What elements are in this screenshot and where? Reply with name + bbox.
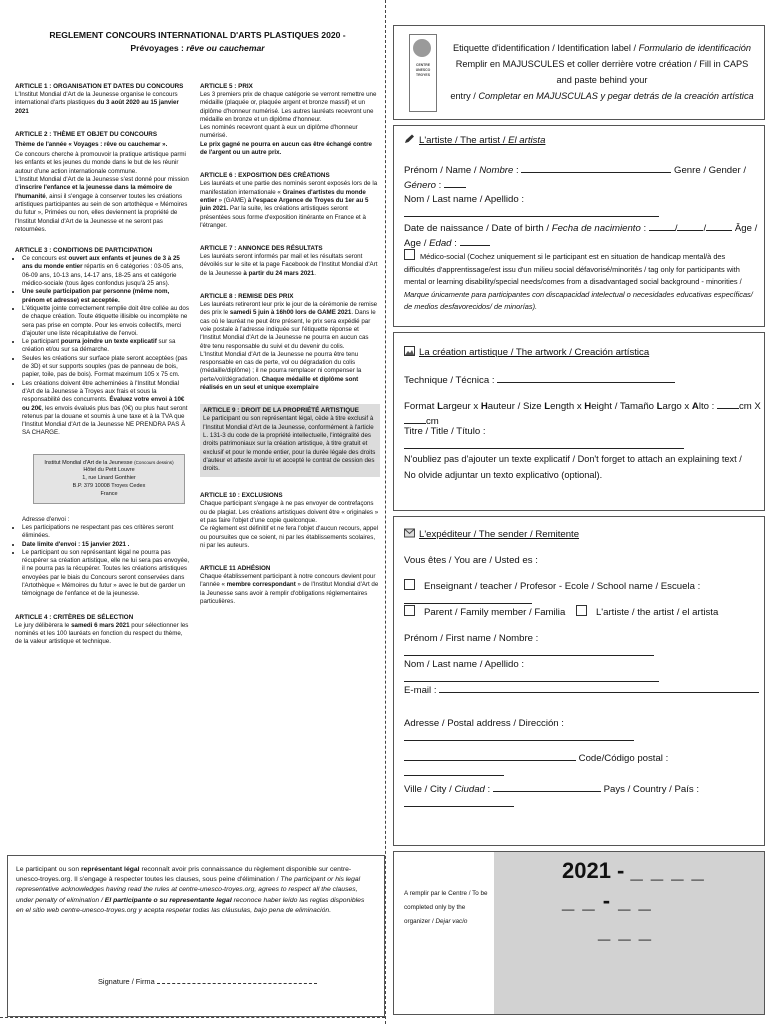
label-line1: Etiquette d'identification / Identification label / Formulario de identificación bbox=[453, 43, 751, 53]
article-3-list-2 bbox=[15, 524, 190, 599]
logo-text: CENTRE UNESCO TROYES bbox=[415, 63, 431, 77]
fold-line bbox=[385, 0, 386, 1024]
medico-social-label: Médico-social (Cochez uniquement si le participant est en situation de handicap mental/à des difficultés d'apprentissage/est issu d'un milieu social défavorisé/minorités / tag only for participants with mental or learning disability/special needs/comes from a disadvantaged social background - minorities / Marque únicamente para participantes con discapacidad intelectual o necesidades educativas específicas/ de medios desfavorecidos/ de minorías). bbox=[404, 252, 753, 311]
email-row[interactable] bbox=[404, 683, 759, 698]
article-5-p1: Les 3 premiers prix de chaque catégorie se verront remettre une médaille (plaquée or, plaquée argent et bronze massif) et un diplôme d'honneur numérisé. Les autres lauréats recevront une médaille en bronze et un diplôme d'honneur. bbox=[200, 91, 377, 123]
postcode-input[interactable] bbox=[404, 766, 504, 776]
city-input[interactable] bbox=[493, 782, 601, 792]
article-9-text: Le participant ou son représentant légal, cède à titre exclusif à l'Institut Mondial d'Art de la Jeunesse, conformément à l'article L. 131-3 du code de la propriété intellectuelle, l'intégralité des droits patrimoniaux sur la création artistique, à titre gratuit et exclusif et pour le monde entier, pour la durée légale des droits d'auteur et atteste avoir lu et accepté le contrat de cession des droits. bbox=[203, 415, 376, 473]
article-2-p2: L'Institut Mondial d'Art de la Jeunesse s'est donné pour mission d'inscrire l'enfance et la jeunesse dans la mémoire de l'humanité, ainsi il s'engage à conserver toutes les créations artistiques participantes au sein de son artothèque « Mémoires du futur », Primées ou non, elles deviennent la propriété de l'Institut Mondial d'Art de la Jeunesse et ne seront pas retournées. bbox=[15, 176, 189, 233]
dob-day-input[interactable] bbox=[649, 221, 675, 231]
artist-dob-row[interactable]: Date de naissance / Date of birth / Fecha de nacimiento : / / Âge / Age / Edad : bbox=[404, 223, 758, 249]
email-label: E-mail : bbox=[404, 685, 437, 696]
medico-social-checkbox[interactable] bbox=[404, 249, 415, 260]
article-5-p2: Les nominés recevront quant à eux un diplôme d'honneur numérisé. bbox=[200, 124, 358, 140]
city-label: Ville / City / Ciudad : bbox=[404, 784, 491, 795]
title-theme: rêve ou cauchemar bbox=[186, 43, 265, 53]
identification-label-header bbox=[393, 25, 765, 120]
organizer-reference-box bbox=[494, 852, 764, 1014]
medico-social-row[interactable] bbox=[404, 249, 756, 314]
artwork-title-input[interactable] bbox=[404, 439, 684, 449]
article-2-heading: ARTICLE 2 : THÈME ET OBJET DU CONCOURS bbox=[15, 130, 158, 138]
label-instructions bbox=[449, 40, 755, 104]
article-2-theme: Thème de l'année « Voyages : rêve ou cauchemar ». bbox=[15, 140, 168, 148]
unesco-logo bbox=[409, 34, 437, 112]
cm-unit-label: cm bbox=[426, 416, 439, 427]
address-row[interactable] bbox=[404, 716, 764, 746]
address-line3: 1, rue Linard Gonthier bbox=[82, 475, 136, 482]
postcode-label: Code/Código postal : bbox=[578, 753, 669, 764]
article-3-item: • Le participant ou son représentant légal ne pourra pas récupérer sa création artistique, elle ne lui sera pas envoyée, il ne pourra pas la récupérer. Toutes les créations artistiques envoyées par le biais du Concours seront conservées dans l'Artothèque « Mémoires du futur » avec le but de garder un témoignage de l'enfance et de la jeunesse. bbox=[22, 549, 190, 599]
age-label: Âge / Age / Edad : bbox=[404, 223, 758, 249]
article-8-heading: ARTICLE 8 : REMISE DES PRIX bbox=[200, 293, 294, 301]
acknowledgement-text: Le participant ou son représentant légal reconnaît avoir pris connaissance du règlement disponible sur centre-unesco-troyes.org. Il s'engage à respecter toutes les clauses, sous peine d'élimination / The participant or his legal representative acknowledges having read the rules at centre-unesco-troyes.org, agrees to respect all the clauses, under penalty of elimination / El participante o su representante legal reconoce haber leído las reglas disponibles en el sitio web centre-unesco-troyes.org y acepta respetar todas las cláusulas, bajo pena de eliminación. bbox=[16, 866, 365, 914]
envelope-icon bbox=[404, 528, 415, 538]
title-row[interactable] bbox=[404, 424, 764, 454]
article-3-item: • Seules les créations sur surface plate seront acceptées (pas de 3D) et sur supports souples (pas de panneau de bois, papier, toile, pas de bois). Format maximum 105 x 75 cm. bbox=[22, 355, 190, 380]
cm-unit-label: cm X bbox=[738, 401, 761, 412]
explaining-text-note: N'oubliez pas d'ajouter un texte explicatif / Don't forget to attach an explaining text / No olvide adjuntar un texto explicativo (optional). bbox=[404, 454, 742, 480]
sender-lastname-input[interactable] bbox=[404, 672, 659, 682]
signature-field[interactable] bbox=[98, 974, 317, 986]
country-label: Pays / Country / País : bbox=[603, 784, 700, 795]
artist-self-checkbox[interactable] bbox=[576, 605, 587, 616]
sender-firstname-label: Prénom / First name / Nombre : bbox=[404, 633, 539, 644]
city-country-row[interactable] bbox=[404, 782, 764, 812]
article-9-box bbox=[200, 404, 380, 477]
article-3-list bbox=[15, 255, 190, 438]
format-height-input[interactable] bbox=[404, 414, 426, 424]
teacher-label: Enseignant / teacher / Profesor - Ecole / School name / Escuela : bbox=[424, 581, 701, 592]
organizer-note: A remplir par le Centre / To be completed only by the organizer / Dejar vacío bbox=[404, 890, 488, 925]
article-1-heading: ARTICLE 1 : ORGANISATION ET DATES DU CONCOURS bbox=[15, 83, 184, 90]
title-prefix: Prévoyages : bbox=[130, 43, 187, 53]
article-11-text: Chaque établissement participant à notre concours devient pour l'année « membre correspondant » de l'Institut Mondial d'Art de la Jeunesse sans avoir à remplir d'obligations réglementaires particulières. bbox=[200, 573, 379, 606]
article-3-item: • Ce concours est ouvert aux enfants et jeunes de 3 à 25 ans du monde entier répartis en 6 catégories : 03-05 ans, 06-09 ans, 10-13 ans, 14-17 ans, 18-25 ans et catégorie médico-sociale (tous âges confondus jusqu'à 25 ans). bbox=[22, 255, 190, 288]
article-3-item: • Une seule participation par personne (même nom, prénom et adresse) est acceptée. bbox=[22, 288, 190, 305]
lastname-label: Nom / Last name / Apellido : bbox=[404, 194, 524, 205]
postcode-row[interactable] bbox=[404, 751, 764, 781]
firstname-label: Prénom / Name / Nombre : bbox=[404, 165, 519, 176]
sender-section bbox=[393, 516, 765, 846]
article-10-heading: ARTICLE 10 : EXCLUSIONS bbox=[200, 492, 283, 500]
article-10-p2: Ce règlement est définitif et ne fera l'objet d'aucun recours, appel ou poursuites que ce soient, ni par les établissements scolaires, ni par les auteurs. bbox=[200, 525, 379, 549]
article-7-text: Les lauréats seront informés par mail et les résultats seront dévoilés sur le site et la page Facebook de l'Institut Mondial d'Art de la Jeunesse à partir du 24 mars 2021. bbox=[200, 253, 378, 277]
age-input[interactable] bbox=[460, 236, 490, 246]
lastname-input[interactable] bbox=[404, 207, 659, 217]
format-label: Format Largeur x Hauteur / Size Length x Height / Tamaño Largo x Alto : bbox=[404, 401, 715, 412]
article-8-p1: Les lauréats retireront leur prix le jour de la cérémonie de remise des prix le samedi 5 juin à 16h00 lors de GAME 2021. Dans le cas où le lauréat ne peut être présent, le prix sera expédié par voie postale à l'adresse indiquée sur l'étiquette réponse et l'Institut Mondial d'Art de la Jeunesse ne pourra en aucun cas être tenu responsable du suivi et du devenir du colis. bbox=[200, 301, 378, 350]
article-6-text: Les lauréats et une partie des nominés seront exposés lors de la manifestation internationale « Graines d'artistes du monde entier » (GAME) à l'espace Argence de Troyes du 1er au 5 juin 2021. Par la suite, les créations artistiques seront présentées sous forme d'exposition itinérante en France et à l'étranger. bbox=[200, 180, 378, 229]
article-3-heading: ARTICLE 3 : CONDITIONS DE PARTICIPATION bbox=[15, 247, 153, 255]
shipping-address-label: Adresse d'envoi : bbox=[22, 515, 70, 523]
picture-icon bbox=[404, 346, 415, 356]
article-1-text: L'Institut Mondial d'Art de la Jeunesse organise le concours international d'arts plastiques du 3 août 2020 au 15 janvier 2021 bbox=[15, 91, 179, 115]
artist-heading: L'artiste / The artist / El artista bbox=[404, 133, 545, 148]
technique-label: Technique / Técnica : bbox=[404, 375, 495, 386]
deadline-item: • Date limite d'envoi : 15 janvier 2021 . bbox=[22, 541, 190, 549]
artwork-heading: La création artistique / The artwork / Creación artística bbox=[404, 345, 649, 360]
postal-address-input-2[interactable] bbox=[404, 751, 576, 761]
artist-firstname-row[interactable] bbox=[404, 163, 764, 193]
article-3-item: • Les créations doivent être acheminées à l'Institut Mondial d'Art de la Jeunesse à Troyes aux frais et sous la responsabilité des concurrents. Évaluez votre envoi à 10€ ou 20€, les envois évalués plus bas (0€) ou plus haut seront retenus par la douane et soumis à une taxe et à la TVA que l'Institut Mondial d'Art de la Jeunesse NE PRENDRA PAS À SA CHARGE. bbox=[22, 380, 190, 438]
rules-title bbox=[20, 30, 375, 55]
reference-number bbox=[562, 856, 705, 946]
article-7-heading: ARTICLE 7 : ANNONCE DES RÉSULTATS bbox=[200, 245, 323, 253]
article-11-heading: ARTICLE 11 ADHÉSION bbox=[200, 565, 271, 573]
email-input[interactable] bbox=[439, 683, 759, 693]
article-3-item: • Le participant pourra joindre un texte explicatif sur sa création et/ou sur sa démarche. bbox=[22, 338, 190, 355]
school-name-input[interactable] bbox=[404, 594, 532, 604]
sender-lastname-label: Nom / Last name / Apellido : bbox=[404, 659, 524, 670]
signature-line[interactable] bbox=[157, 974, 317, 984]
article-8-p2: L'Institut Mondial d'Art de la Jeunesse ne pourra être tenu responsable en cas de perte, vol ou dégradation du colis (médaille/diplôme) ; il ne pourra remplacer ni compenser la perte/vol/dégradation. Chaque médaille et diplôme sont réalisés en un seul et unique exemplaire bbox=[200, 350, 362, 392]
address-line4: B.P. 379 10008 Troyes Cedex bbox=[72, 483, 146, 490]
gender-input[interactable] bbox=[444, 178, 466, 188]
technique-row[interactable] bbox=[404, 373, 675, 388]
rules-column-2 bbox=[200, 82, 380, 606]
parent-checkbox[interactable] bbox=[404, 605, 415, 616]
article-3-item: • L'étiquette jointe correctement remplie doit être collée au dos de chaque création. Toute étiquette illisible ou incomplète ne sera pas prise en compte. Pour les envois collectifs, merci d'ajouter une liste récapitulative de l'envoi. bbox=[22, 305, 190, 338]
rules-title-line2 bbox=[20, 41, 375, 55]
article-4-heading: ARTICLE 4 : CRITÈRES DE SÉLECTION bbox=[15, 613, 134, 621]
you-are-label: Vous êtes / You are / Usted es : bbox=[404, 555, 538, 566]
reference-row-2: _ _ - _ _ bbox=[562, 888, 652, 913]
article-5-heading: ARTICLE 5 : PRIX bbox=[200, 83, 253, 90]
address-line2: Hôtel du Petit Louvre bbox=[83, 467, 135, 474]
dob-month-input[interactable] bbox=[677, 221, 703, 231]
country-input[interactable] bbox=[404, 797, 514, 807]
fold-line-bottom-left bbox=[0, 1017, 385, 1018]
signature-label: Signature / Firma bbox=[98, 977, 155, 986]
sender-firstname-input[interactable] bbox=[404, 646, 654, 656]
article-6-heading: ARTICLE 6 : EXPOSITION DES CRÉATIONS bbox=[200, 172, 330, 180]
shipping-address-box bbox=[33, 454, 185, 504]
label-line3: entry / Completar en MAJUSCULAS y pegar detrás de la creación artística bbox=[450, 91, 754, 101]
rules-column-1 bbox=[15, 82, 190, 647]
article-3-item: • Les participations ne respectant pas ces critères seront éliminées. bbox=[22, 524, 190, 541]
teacher-checkbox[interactable] bbox=[404, 579, 415, 590]
dob-label: Date de naissance / Date of birth / Fecha de nacimiento : bbox=[404, 223, 647, 234]
parent-self-row[interactable] bbox=[404, 605, 718, 620]
postal-address-label: Adresse / Postal address / Dirección : bbox=[404, 718, 564, 729]
artist-section bbox=[393, 125, 765, 327]
gender-label: Genre / Gender / Género : bbox=[404, 165, 746, 191]
artist-self-label: L'artiste / the artist / el artista bbox=[595, 607, 719, 618]
firstname-input[interactable] bbox=[521, 163, 671, 173]
sender-heading: L'expéditeur / The sender / Remitente bbox=[404, 527, 579, 542]
artwork-title-label: Titre / Title / Título : bbox=[404, 426, 486, 437]
logo-emblem bbox=[413, 39, 431, 57]
address-line1: Institut Mondial d'Art de la Jeunesse (Concours dessins) bbox=[44, 459, 174, 466]
postal-address-input[interactable] bbox=[404, 731, 634, 741]
artist-lastname-row[interactable] bbox=[404, 192, 764, 222]
organizer-section bbox=[393, 851, 765, 1015]
artwork-section bbox=[393, 332, 765, 511]
parent-label: Parent / Family member / Familia bbox=[424, 607, 566, 618]
label-line2: Remplir en MAJUSCULES et coller derrière votre création / Fill in CAPS and paste behind your bbox=[455, 59, 749, 85]
format-width-input[interactable] bbox=[717, 399, 739, 409]
article-9-heading: ARTICLE 9 : DROIT DE LA PROPRIÉTÉ ARTISTIQUE bbox=[203, 407, 359, 415]
reference-row-3: _ _ _ bbox=[598, 918, 652, 943]
address-line5: France bbox=[100, 490, 118, 497]
reference-year-row: 2021 - _ _ _ _ bbox=[562, 858, 705, 883]
article-4-text: Le jury délibèrera le samedi 6 mars 2021 pour sélectionner les nominés et les 100 lauréats en fonction du respect du thème, de la valeur artistique et technique. bbox=[15, 621, 189, 646]
article-5-p3: Le prix gagné ne pourra en aucun cas être échangé contre de l'argent ou un autre prix. bbox=[200, 140, 372, 157]
article-10-p1: Chaque participant s'engage à ne pas envoyer de contrefaçons ou de plagiat. Les créations artistiques doivent être « originales » et pas faire l'objet d'une copie quelconque. bbox=[200, 500, 379, 524]
technique-input[interactable] bbox=[497, 373, 675, 383]
acknowledgement-box bbox=[7, 855, 385, 1017]
article-2-p1: Ce concours cherche à promouvoir la pratique artistique parmi les enfants et les jeunes du monde dans le but de les réunir autour d'une action internationale commune. bbox=[15, 151, 186, 175]
pencil-icon bbox=[404, 134, 415, 144]
rules-title-line1: REGLEMENT CONCOURS INTERNATIONAL D'ARTS PLASTIQUES 2020 - bbox=[49, 30, 346, 40]
dob-year-input[interactable] bbox=[706, 221, 732, 231]
